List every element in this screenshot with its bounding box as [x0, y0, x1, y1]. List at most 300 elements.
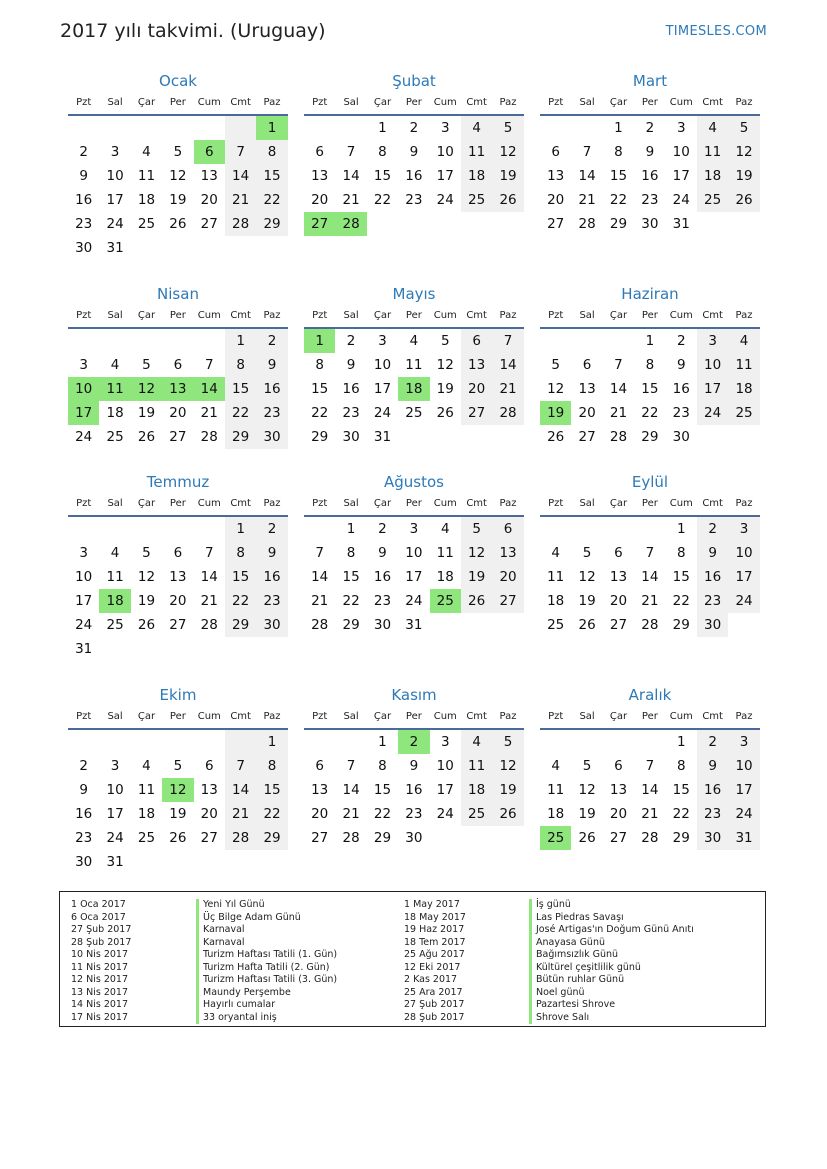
empty-day-cell	[603, 517, 634, 541]
day-grid	[304, 329, 524, 449]
day-cell: 15	[641, 381, 659, 397]
day-cell: 20	[311, 192, 329, 208]
empty-day-cell	[634, 730, 665, 754]
day-cell: 12	[547, 381, 565, 397]
weekday-label: Sal	[579, 498, 595, 509]
day-cell: 22	[641, 405, 659, 421]
weekday-label: Paz	[735, 711, 753, 722]
day-grid	[68, 116, 288, 260]
day-cell: 18	[99, 589, 130, 613]
empty-day-cell	[194, 637, 225, 661]
day-cell: 6	[551, 144, 560, 160]
day-cell: 24	[436, 192, 454, 208]
day-cell: 20	[461, 377, 492, 401]
day-cell: 29	[609, 216, 628, 232]
day-cell: 12	[169, 168, 187, 184]
empty-day-cell	[304, 517, 335, 541]
day-cell: 16	[256, 377, 287, 401]
holiday-date: 1 May 2017	[404, 899, 460, 910]
day-cell: 22	[256, 802, 287, 826]
day-cell: 23	[697, 589, 728, 613]
day-cell: 19	[578, 806, 596, 822]
day-cell: 11	[697, 140, 728, 164]
day-cell: 3	[79, 545, 88, 561]
day-cell: 27	[578, 429, 596, 445]
day-cell: 4	[110, 357, 120, 373]
holiday-date: 1 Oca 2017	[71, 899, 126, 910]
holiday-date: 11 Nis 2017	[71, 961, 128, 973]
day-cell: 6	[204, 758, 214, 774]
day-cell: 15	[609, 168, 628, 184]
month-calendar	[304, 283, 524, 449]
weekday-label: Pzt	[76, 498, 92, 509]
day-cell: 22	[672, 806, 690, 822]
weekday-label: Per	[641, 498, 658, 509]
day-cell: 28	[311, 617, 329, 633]
empty-day-cell	[68, 329, 99, 353]
weekday-header	[304, 493, 524, 517]
day-cell: 22	[311, 405, 329, 421]
day-cell: 16	[256, 565, 287, 589]
weekday-label: Çar	[373, 97, 392, 108]
holiday-date: 28 Şub 2017	[404, 1011, 465, 1023]
day-cell: 10	[697, 353, 728, 377]
day-cell: 9	[79, 782, 88, 798]
holiday-date: 18 May 2017	[404, 911, 466, 923]
day-cell: 9	[676, 357, 686, 373]
day-cell: 5	[728, 116, 759, 140]
day-grid	[304, 517, 524, 637]
day-cell: 25	[540, 826, 571, 850]
day-cell: 20	[578, 405, 596, 421]
day-cell: 20	[547, 192, 565, 208]
day-cell: 30	[256, 425, 287, 449]
weekday-label: Pzt	[76, 711, 92, 722]
holiday-date: 27 Şub 2017	[71, 924, 132, 935]
day-cell: 13	[200, 168, 218, 184]
day-cell: 14	[641, 782, 659, 798]
weekday-label: Çar	[137, 97, 156, 108]
day-cell: 17	[436, 782, 454, 798]
month-calendar	[540, 70, 760, 236]
day-cell: 26	[728, 188, 759, 212]
weekday-label: Paz	[499, 310, 517, 321]
holiday-name: Anayasa Günü	[529, 937, 694, 950]
day-cell: 26	[547, 429, 565, 445]
day-cell: 30	[75, 854, 93, 870]
day-cell: 4	[142, 144, 151, 160]
day-cell: 10	[436, 144, 454, 160]
day-cell: 7	[225, 140, 256, 164]
day-cell: 15	[672, 569, 690, 585]
day-cell: 8	[225, 541, 256, 565]
day-cell: 9	[378, 545, 387, 561]
day-cell: 10	[728, 754, 759, 778]
weekday-label: Sal	[107, 711, 123, 722]
holiday-list	[59, 891, 766, 1027]
day-cell: 8	[378, 144, 387, 160]
day-cell: 23	[672, 405, 690, 421]
day-cell: 27	[492, 589, 523, 613]
day-cell: 14	[609, 381, 628, 397]
weekday-label: Cmt	[466, 498, 487, 509]
day-cell: 28	[200, 429, 218, 445]
day-cell: 31	[672, 216, 690, 232]
day-cell: 25	[405, 405, 423, 421]
day-cell: 26	[578, 830, 596, 846]
day-cell: 5	[492, 116, 523, 140]
day-cell: 8	[614, 144, 623, 160]
day-cell: 26	[492, 188, 523, 212]
empty-day-cell	[131, 329, 162, 353]
weekday-label: Çar	[373, 711, 392, 722]
day-cell: 4	[142, 758, 151, 774]
day-grid	[540, 329, 760, 449]
day-cell: 8	[676, 545, 686, 561]
day-cell: 28	[225, 826, 256, 850]
day-cell: 3	[409, 521, 419, 537]
weekday-label: Cmt	[230, 711, 251, 722]
empty-day-cell	[131, 637, 162, 661]
weekday-header	[304, 706, 524, 730]
day-cell: 12	[131, 377, 162, 401]
day-cell: 24	[106, 830, 124, 846]
holiday-name: Noel günü	[529, 987, 694, 1000]
day-cell: 28	[492, 401, 523, 425]
day-cell: 14	[225, 778, 256, 802]
day-cell: 9	[645, 144, 655, 160]
day-cell: 22	[609, 192, 628, 208]
day-grid	[68, 517, 288, 661]
weekday-label: Per	[641, 711, 658, 722]
month-calendar	[540, 471, 760, 637]
weekday-label: Pzt	[312, 310, 328, 321]
empty-day-cell	[697, 212, 728, 236]
day-cell: 11	[137, 782, 156, 798]
day-cell: 3	[110, 758, 120, 774]
weekday-label: Paz	[263, 310, 281, 321]
day-cell: 20	[609, 806, 628, 822]
day-cell: 18	[436, 569, 454, 585]
day-cell: 11	[137, 168, 156, 184]
empty-day-cell	[194, 236, 225, 260]
empty-day-cell	[225, 730, 256, 754]
day-cell: 7	[204, 545, 214, 561]
day-cell: 5	[582, 545, 592, 561]
holiday-date: 25 Ara 2017	[404, 986, 463, 998]
day-cell: 1	[676, 734, 686, 750]
month-calendar	[540, 283, 760, 449]
weekday-label: Cmt	[230, 97, 251, 108]
day-cell: 19	[728, 164, 759, 188]
weekday-label: Pzt	[76, 310, 92, 321]
day-cell: 7	[204, 357, 214, 373]
holiday-name-column	[196, 899, 337, 1024]
day-cell: 28	[641, 830, 659, 846]
month-name: Eylül	[631, 473, 669, 491]
empty-day-cell	[492, 613, 523, 637]
holiday-date: 17 Nis 2017	[71, 1011, 128, 1023]
weekday-label: Paz	[735, 97, 753, 108]
holiday-name: Hayırlı cumalar	[196, 999, 337, 1012]
day-cell: 11	[461, 140, 492, 164]
empty-day-cell	[256, 850, 287, 874]
day-cell: 4	[728, 329, 759, 353]
day-cell: 25	[106, 617, 124, 633]
day-cell: 11	[547, 782, 565, 798]
empty-day-cell	[335, 116, 366, 140]
holiday-date: 2 Kas 2017	[404, 974, 458, 985]
day-cell: 4	[461, 730, 492, 754]
day-cell: 24	[697, 401, 728, 425]
day-cell: 23	[342, 405, 360, 421]
day-cell: 12	[728, 140, 759, 164]
month-name: Temmuz	[146, 473, 210, 491]
weekday-label: Sal	[579, 711, 595, 722]
day-cell: 29	[373, 830, 392, 846]
empty-day-cell	[634, 517, 665, 541]
month-name: Nisan	[157, 285, 199, 303]
day-cell: 25	[461, 188, 492, 212]
holiday-date: 27 Şub 2017	[404, 999, 465, 1010]
day-grid	[68, 730, 288, 874]
day-cell: 17	[405, 569, 423, 585]
day-cell: 21	[342, 806, 360, 822]
empty-day-cell	[162, 236, 193, 260]
day-cell: 21	[641, 806, 659, 822]
weekday-label: Cum	[197, 498, 221, 509]
empty-day-cell	[131, 850, 162, 874]
day-cell: 17	[672, 168, 690, 184]
day-cell: 1	[645, 333, 655, 349]
day-cell: 11	[99, 377, 130, 401]
day-cell: 21	[225, 188, 256, 212]
day-cell: 12	[137, 569, 156, 585]
page-title: 2017 yılı takvimi. (Uruguay)	[60, 20, 326, 42]
day-cell: 30	[405, 830, 423, 846]
day-cell: 27	[547, 216, 565, 232]
day-cell: 22	[373, 806, 392, 822]
empty-day-cell	[540, 116, 571, 140]
day-cell: 8	[315, 357, 324, 373]
day-cell: 9	[346, 357, 356, 373]
month-calendar	[68, 283, 288, 449]
day-cell: 15	[373, 782, 392, 798]
day-cell: 13	[311, 168, 329, 184]
day-cell: 26	[461, 589, 492, 613]
weekday-header	[540, 92, 760, 116]
brand-logo-text[interactable]: TIMESLES.COM	[665, 24, 767, 39]
day-cell: 19	[540, 401, 571, 425]
empty-day-cell	[162, 850, 193, 874]
day-cell: 10	[405, 545, 423, 561]
day-cell: 1	[378, 734, 387, 750]
day-grid	[540, 730, 760, 850]
day-cell: 19	[169, 192, 187, 208]
day-cell: 15	[225, 565, 256, 589]
day-cell: 8	[225, 353, 256, 377]
weekday-label: Paz	[263, 498, 281, 509]
empty-day-cell	[540, 730, 571, 754]
day-cell: 18	[137, 192, 156, 208]
weekday-label: Cmt	[466, 711, 487, 722]
day-cell: 4	[440, 521, 450, 537]
day-cell: 16	[697, 778, 728, 802]
day-cell: 23	[697, 802, 728, 826]
holiday-name: Bütün ruhlar Günü	[529, 974, 694, 987]
day-cell: 19	[578, 593, 596, 609]
empty-day-cell	[398, 425, 429, 449]
day-cell: 5	[440, 333, 450, 349]
day-cell: 5	[582, 758, 592, 774]
day-cell: 12	[578, 569, 596, 585]
day-cell: 15	[256, 164, 287, 188]
day-cell: 18	[398, 377, 429, 401]
day-cell: 17	[75, 593, 93, 609]
day-cell: 7	[225, 754, 256, 778]
day-cell: 2	[256, 329, 287, 353]
day-cell: 14	[492, 353, 523, 377]
day-cell: 8	[346, 545, 356, 561]
day-cell: 18	[547, 806, 565, 822]
empty-day-cell	[728, 212, 759, 236]
weekday-label: Paz	[499, 711, 517, 722]
weekday-label: Pzt	[548, 310, 564, 321]
day-cell: 13	[311, 782, 329, 798]
day-cell: 25	[137, 216, 156, 232]
empty-day-cell	[162, 329, 193, 353]
empty-day-cell	[728, 613, 759, 637]
day-cell: 21	[641, 593, 659, 609]
day-cell: 30	[697, 826, 728, 850]
weekday-label: Cmt	[702, 310, 723, 321]
day-cell: 24	[106, 216, 124, 232]
day-cell: 4	[551, 758, 560, 774]
day-cell: 22	[256, 188, 287, 212]
day-cell: 18	[461, 778, 492, 802]
day-cell: 12	[162, 778, 193, 802]
day-cell: 30	[75, 240, 93, 256]
empty-day-cell	[540, 329, 571, 353]
day-cell: 14	[342, 168, 360, 184]
empty-day-cell	[461, 613, 492, 637]
weekday-label: Cmt	[230, 498, 251, 509]
empty-day-cell	[304, 116, 335, 140]
day-cell: 24	[75, 617, 93, 633]
empty-day-cell	[430, 613, 461, 637]
holiday-date: 14 Nis 2017	[71, 999, 128, 1010]
weekday-label: Çar	[609, 711, 628, 722]
day-cell: 13	[200, 782, 218, 798]
day-cell: 25	[106, 429, 124, 445]
month-calendar	[68, 471, 288, 661]
weekday-label: Sal	[579, 97, 595, 108]
day-cell: 16	[405, 782, 423, 798]
day-cell: 17	[106, 192, 124, 208]
day-cell: 1	[225, 517, 256, 541]
empty-day-cell	[99, 517, 130, 541]
day-cell: 20	[169, 405, 187, 421]
day-cell: 7	[645, 545, 655, 561]
holiday-name: Turizm Hafta Tatili (2. Gün)	[196, 962, 337, 975]
day-cell: 27	[311, 830, 329, 846]
day-cell: 21	[578, 192, 596, 208]
day-cell: 11	[461, 754, 492, 778]
empty-day-cell	[304, 730, 335, 754]
holiday-name: Shrove Salı	[529, 1012, 694, 1025]
day-grid	[540, 116, 760, 236]
empty-day-cell	[225, 850, 256, 874]
day-cell: 11	[106, 569, 124, 585]
day-cell: 8	[676, 758, 686, 774]
day-cell: 1	[304, 329, 335, 353]
day-cell: 26	[436, 405, 454, 421]
empty-day-cell	[728, 425, 759, 449]
day-cell: 12	[578, 782, 596, 798]
day-cell: 18	[461, 164, 492, 188]
empty-day-cell	[162, 517, 193, 541]
day-cell: 19	[492, 778, 523, 802]
weekday-label: Pzt	[76, 97, 92, 108]
weekday-label: Çar	[609, 97, 628, 108]
day-cell: 17	[436, 168, 454, 184]
day-cell: 25	[697, 188, 728, 212]
weekday-label: Cum	[669, 498, 693, 509]
empty-day-cell	[603, 329, 634, 353]
day-cell: 10	[106, 782, 124, 798]
day-cell: 18	[106, 405, 124, 421]
day-cell: 27	[461, 401, 492, 425]
day-cell: 10	[75, 569, 93, 585]
month-calendar	[304, 471, 524, 637]
weekday-header	[68, 92, 288, 116]
holiday-date-column	[404, 899, 466, 1024]
empty-day-cell	[225, 637, 256, 661]
weekday-label: Cum	[197, 310, 221, 321]
holiday-name: José Artigas'ın Doğum Günü Anıtı	[529, 924, 694, 937]
day-cell: 7	[492, 329, 523, 353]
day-grid	[540, 517, 760, 637]
day-cell: 6	[492, 517, 523, 541]
month-calendar	[68, 70, 288, 260]
weekday-label: Sal	[343, 498, 359, 509]
holiday-name-column	[529, 899, 694, 1024]
day-cell: 16	[75, 192, 93, 208]
day-cell: 7	[315, 545, 324, 561]
day-cell: 10	[672, 144, 690, 160]
day-cell: 14	[200, 569, 218, 585]
weekday-label: Cum	[197, 97, 221, 108]
holiday-date: 19 Haz 2017	[404, 924, 465, 935]
day-cell: 14	[641, 569, 659, 585]
day-cell: 12	[436, 357, 454, 373]
day-cell: 27	[200, 830, 218, 846]
day-cell: 9	[409, 144, 419, 160]
weekday-label: Çar	[609, 498, 628, 509]
day-cell: 10	[728, 541, 759, 565]
day-cell: 20	[169, 593, 187, 609]
weekday-label: Cum	[433, 711, 457, 722]
month-calendar	[304, 70, 524, 236]
day-cell: 2	[79, 758, 88, 774]
holiday-date: 10 Nis 2017	[71, 949, 128, 960]
day-cell: 15	[225, 377, 256, 401]
weekday-label: Cmt	[702, 711, 723, 722]
empty-day-cell	[68, 517, 99, 541]
day-cell: 22	[373, 192, 392, 208]
day-cell: 20	[200, 806, 218, 822]
weekday-label: Cum	[433, 310, 457, 321]
